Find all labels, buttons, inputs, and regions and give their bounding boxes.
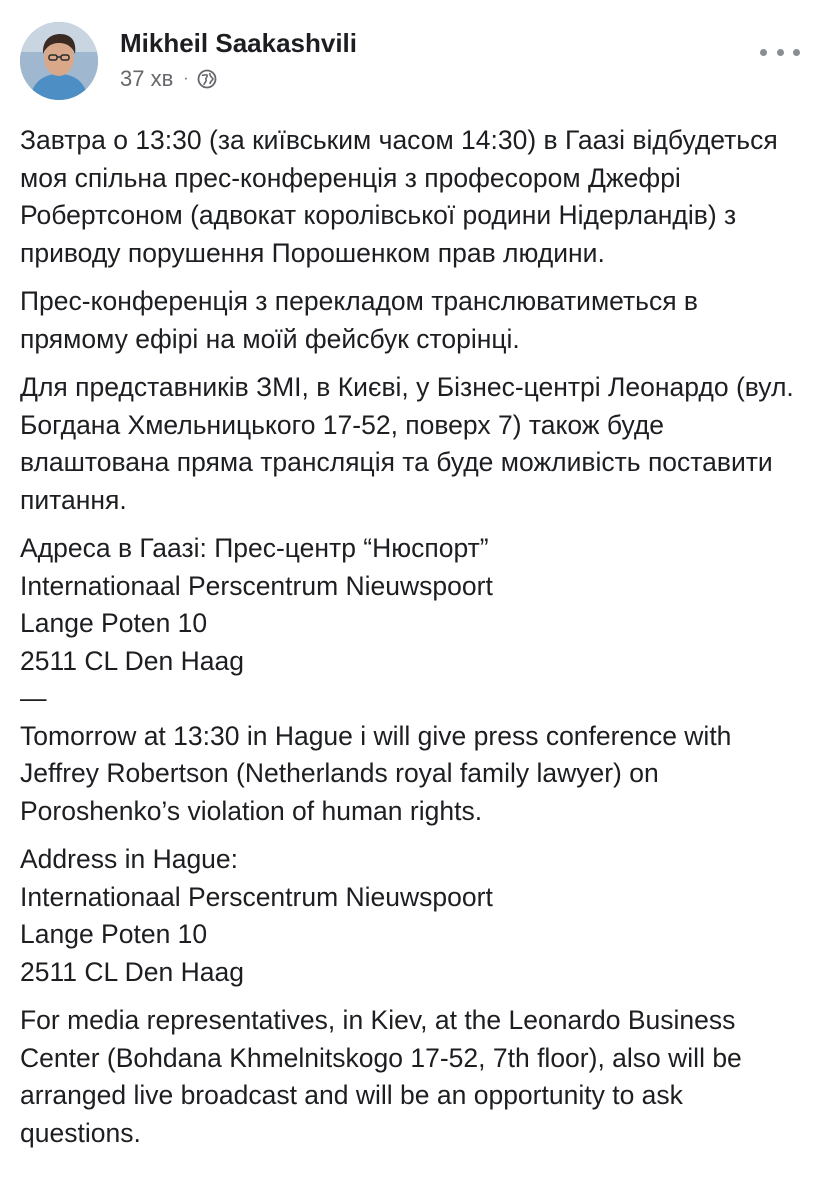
post-paragraph: Для представників ЗМІ, в Києві, у Бізнес-центрі Леонардо (вул. Богдана Хмельницького 17-52, поверх 7) також буде влаштована пряма трансляція та буде можливість поставити питання.: [20, 372, 794, 515]
post-meta: [120, 66, 217, 92]
post-paragraph: For media representatives, in Kiev, at the Leonardo Business Center (Bohdana Khmelnitskogo 17-52, 7th floor), also will be arranged live broadcast and will be an opportunity to ask questions.: [20, 1005, 742, 1148]
author-name[interactable]: Mikheil Saakashvili: [120, 28, 358, 58]
more-options-icon[interactable]: [760, 40, 800, 64]
post-header: [20, 22, 800, 100]
globe-icon: [197, 69, 217, 89]
avatar[interactable]: [20, 22, 98, 100]
post-paragraph: Address in Hague: Internationaal Perscentrum Nieuwspoort Lange Poten 10 2511 CL Den Haag: [20, 844, 493, 987]
meta-separator: ·: [183, 70, 189, 87]
post-paragraph: Адреса в Гаазі: Прес-центр “Нюспорт” Internationaal Perscentrum Nieuwspoort Lange Poten 10 2511 CL Den Haag — Tomorrow at 13:30 in Hague i will give press conference with Jeffrey Robertson (Netherlands royal family lawyer) on Poroshenko’s violation of human rights.: [20, 533, 732, 826]
avatar-image: [20, 22, 98, 100]
post-paragraph: Завтра о 13:30 (за київським часом 14:30) в Гаазі відбудеться моя спільна прес-конференція з професором Джефрі Робертсоном (адвокат королівської родини Нідерландів) з приводу порушення Порошенком прав людини.: [20, 125, 778, 268]
post-time[interactable]: 37 хв: [120, 66, 174, 91]
post-paragraph: Прес-конференція з перекладом транслюватиметься в прямому ефірі на моїй фейсбук сторінці.: [20, 286, 699, 354]
post-body: [20, 122, 805, 1163]
